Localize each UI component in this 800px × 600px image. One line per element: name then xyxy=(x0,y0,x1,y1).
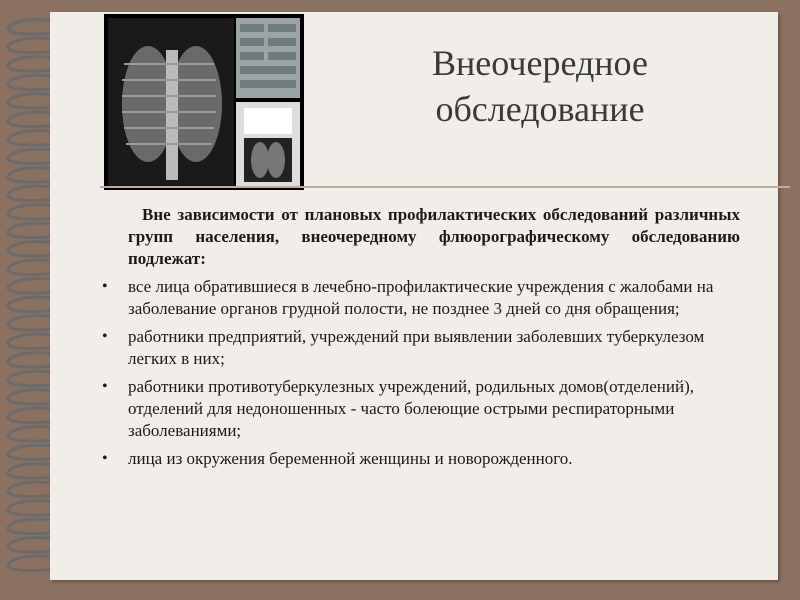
list-item xyxy=(100,326,740,370)
bullet-icon: • xyxy=(102,450,108,467)
list-item xyxy=(100,448,740,470)
list-item-text: лица из окружения беременной женщины и новорожденного. xyxy=(128,449,573,468)
bullet-icon: • xyxy=(102,278,108,295)
xray-image-icon xyxy=(104,14,304,190)
title-divider xyxy=(100,186,790,188)
slide-title xyxy=(380,40,700,132)
list-item-text: все лица обратившиеся в лечебно-профилактические учреждения с жалобами на заболевание органов грудной полости, не позднее 3 дней со дня обращения; xyxy=(128,277,714,318)
title-line-1: Внеочередное xyxy=(432,43,648,83)
content xyxy=(100,204,740,476)
bullet-icon: • xyxy=(102,378,108,395)
bullet-list xyxy=(100,276,740,470)
intro-paragraph: Вне зависимости от плановых профилактических обследований различных групп населения, внеочередному флюорографическому обследованию подлежат: xyxy=(128,205,740,268)
list-item xyxy=(100,276,740,320)
title-line-2: обследование xyxy=(435,89,645,129)
list-item-text: работники предприятий, учреждений при выявлении заболевших туберкулезом легких в них; xyxy=(128,327,705,368)
list-item-text: работники противотуберкулезных учреждений, родильных домов(отделений), отделений для недоношенных - часто болеющие острыми респираторными заболеваниями; xyxy=(128,377,695,440)
bullet-icon: • xyxy=(102,328,108,345)
list-item xyxy=(100,376,740,442)
